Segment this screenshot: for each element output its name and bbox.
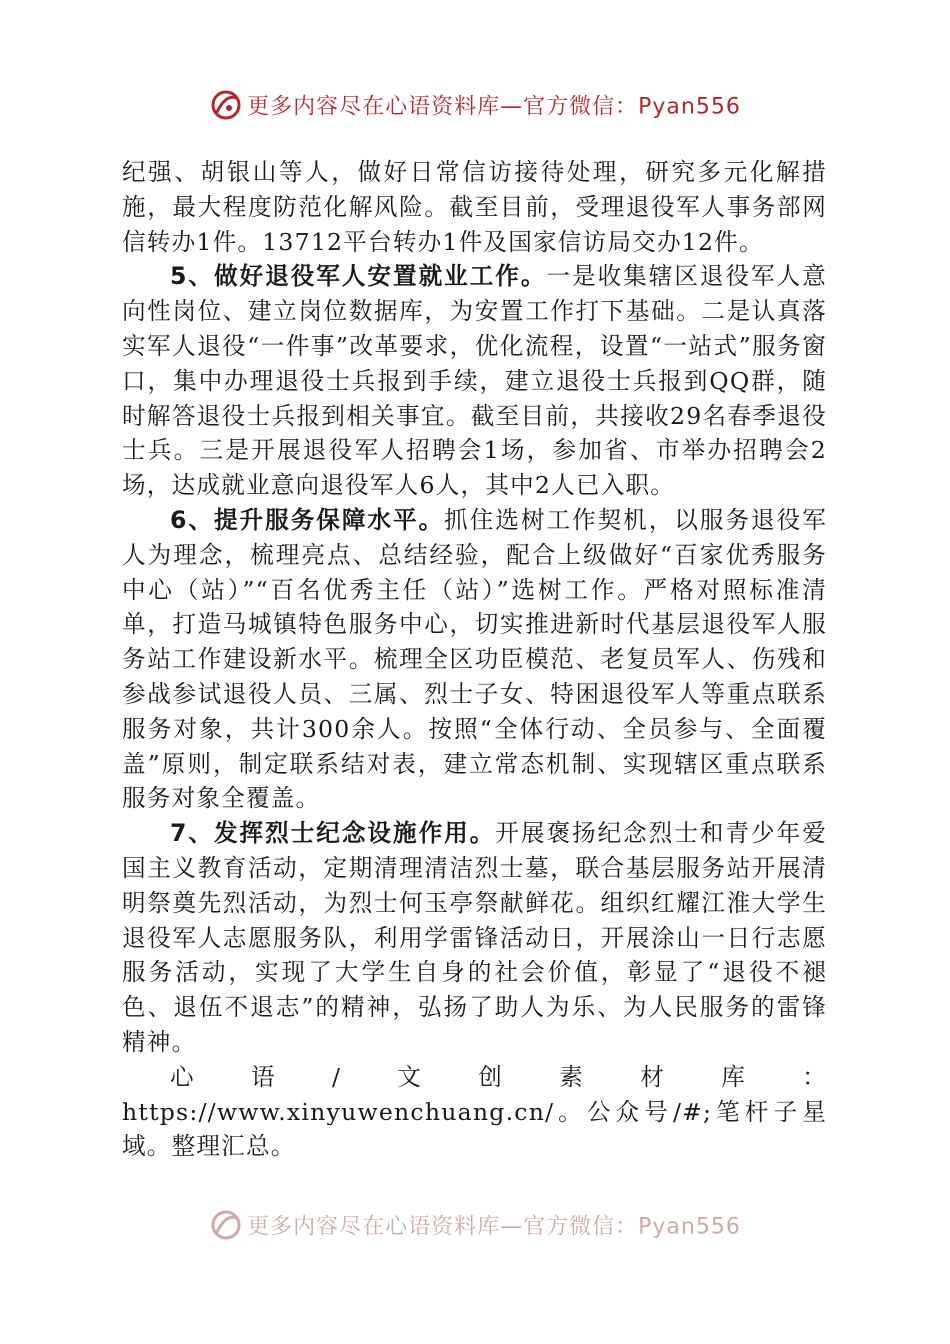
section-heading-7: 7、发挥烈士纪念设施作用。 [170,819,496,848]
brand-logo-icon-footer [209,1208,243,1242]
paragraph-2-text: 一是收集辖区退役军人意向性岗位、建立岗位数据库，为安置工作打下基础。二是认真落实军人退役“一件事”改革要求，优化流程，设置“一站式”服务窗口，集中办理退役士兵报到手续，建立退役士兵报到QQ群，随时解答退役士兵报到相关事宜。截至目前，共接收29名春季退役士兵。三是开展退役军人招聘会1场，参加省、市举办招聘会2场，达成就业意向退役军人6人，其中2人已入职。 [122,262,827,500]
paragraph-5: 心语/文创素材库：https://www.xinyuwenchuang.cn/。公众号/#;笔杆子星域。整理汇总。 [122,1062,827,1161]
paragraph-2 [122,259,827,503]
paragraph-3 [122,503,827,816]
brand-logo-icon [209,88,243,122]
section-heading-6: 6、提升服务保障水平。 [170,505,445,534]
paragraph-4-text: 开展褒扬纪念烈士和青少年爱国主义教育活动，定期清理清洁烈士墓，联合基层服务站开展清明祭奠先烈活动，为烈士何玉亭祭献鲜花。组织红耀江淮大学生退役军人志愿服务队，利用学雷锋活动日，开展涂山一日行志愿服务活动，实现了大学生自身的社会价值，彰显了“退役不褪色、退伍不退志”的精神，弘扬了助人为乐、为人民服务的雷锋精神。 [122,819,827,1056]
footer-banner-text: 更多内容尽在心语资料库—官方微信：Pyan556 [247,1214,741,1240]
section-heading-5: 5、做好退役军人安置就业工作。 [170,262,547,291]
header-banner-text: 更多内容尽在心语资料库—官方微信：Pyan556 [247,94,741,120]
document-body [122,155,827,1164]
paragraph-1: 纪强、胡银山等人，做好日常信访接待处理，研究多元化解措施，最大程度防范化解风险。截至目前，受理退役军人事务部网信转办1件。13712平台转办1件及国家信访局交办12件。 [122,158,827,256]
footer-banner [0,1208,950,1242]
paragraph-3-text: 抓住选树工作契机，以服务退役军人为理念，梳理亮点、总结经验，配合上级做好“百家优秀服务中心（站）”“百名优秀主任（站）”选树工作。严格对照标准清单，打造马城镇特色服务中心，切实推进新时代基层退役军人服务站工作建设新水平。梳理全区功臣模范、老复员军人、伤残和参战参试退役人员、三属、烈士子女、特困退役军人等重点联系服务对象，共计300余人。按照“全体行动、全员参与、全面覆盖”原则，制定联系结对表，建立常态机制、实现辖区重点联系服务对象全覆盖。 [122,505,827,813]
header-banner [0,88,950,122]
paragraph-4 [122,816,827,1060]
